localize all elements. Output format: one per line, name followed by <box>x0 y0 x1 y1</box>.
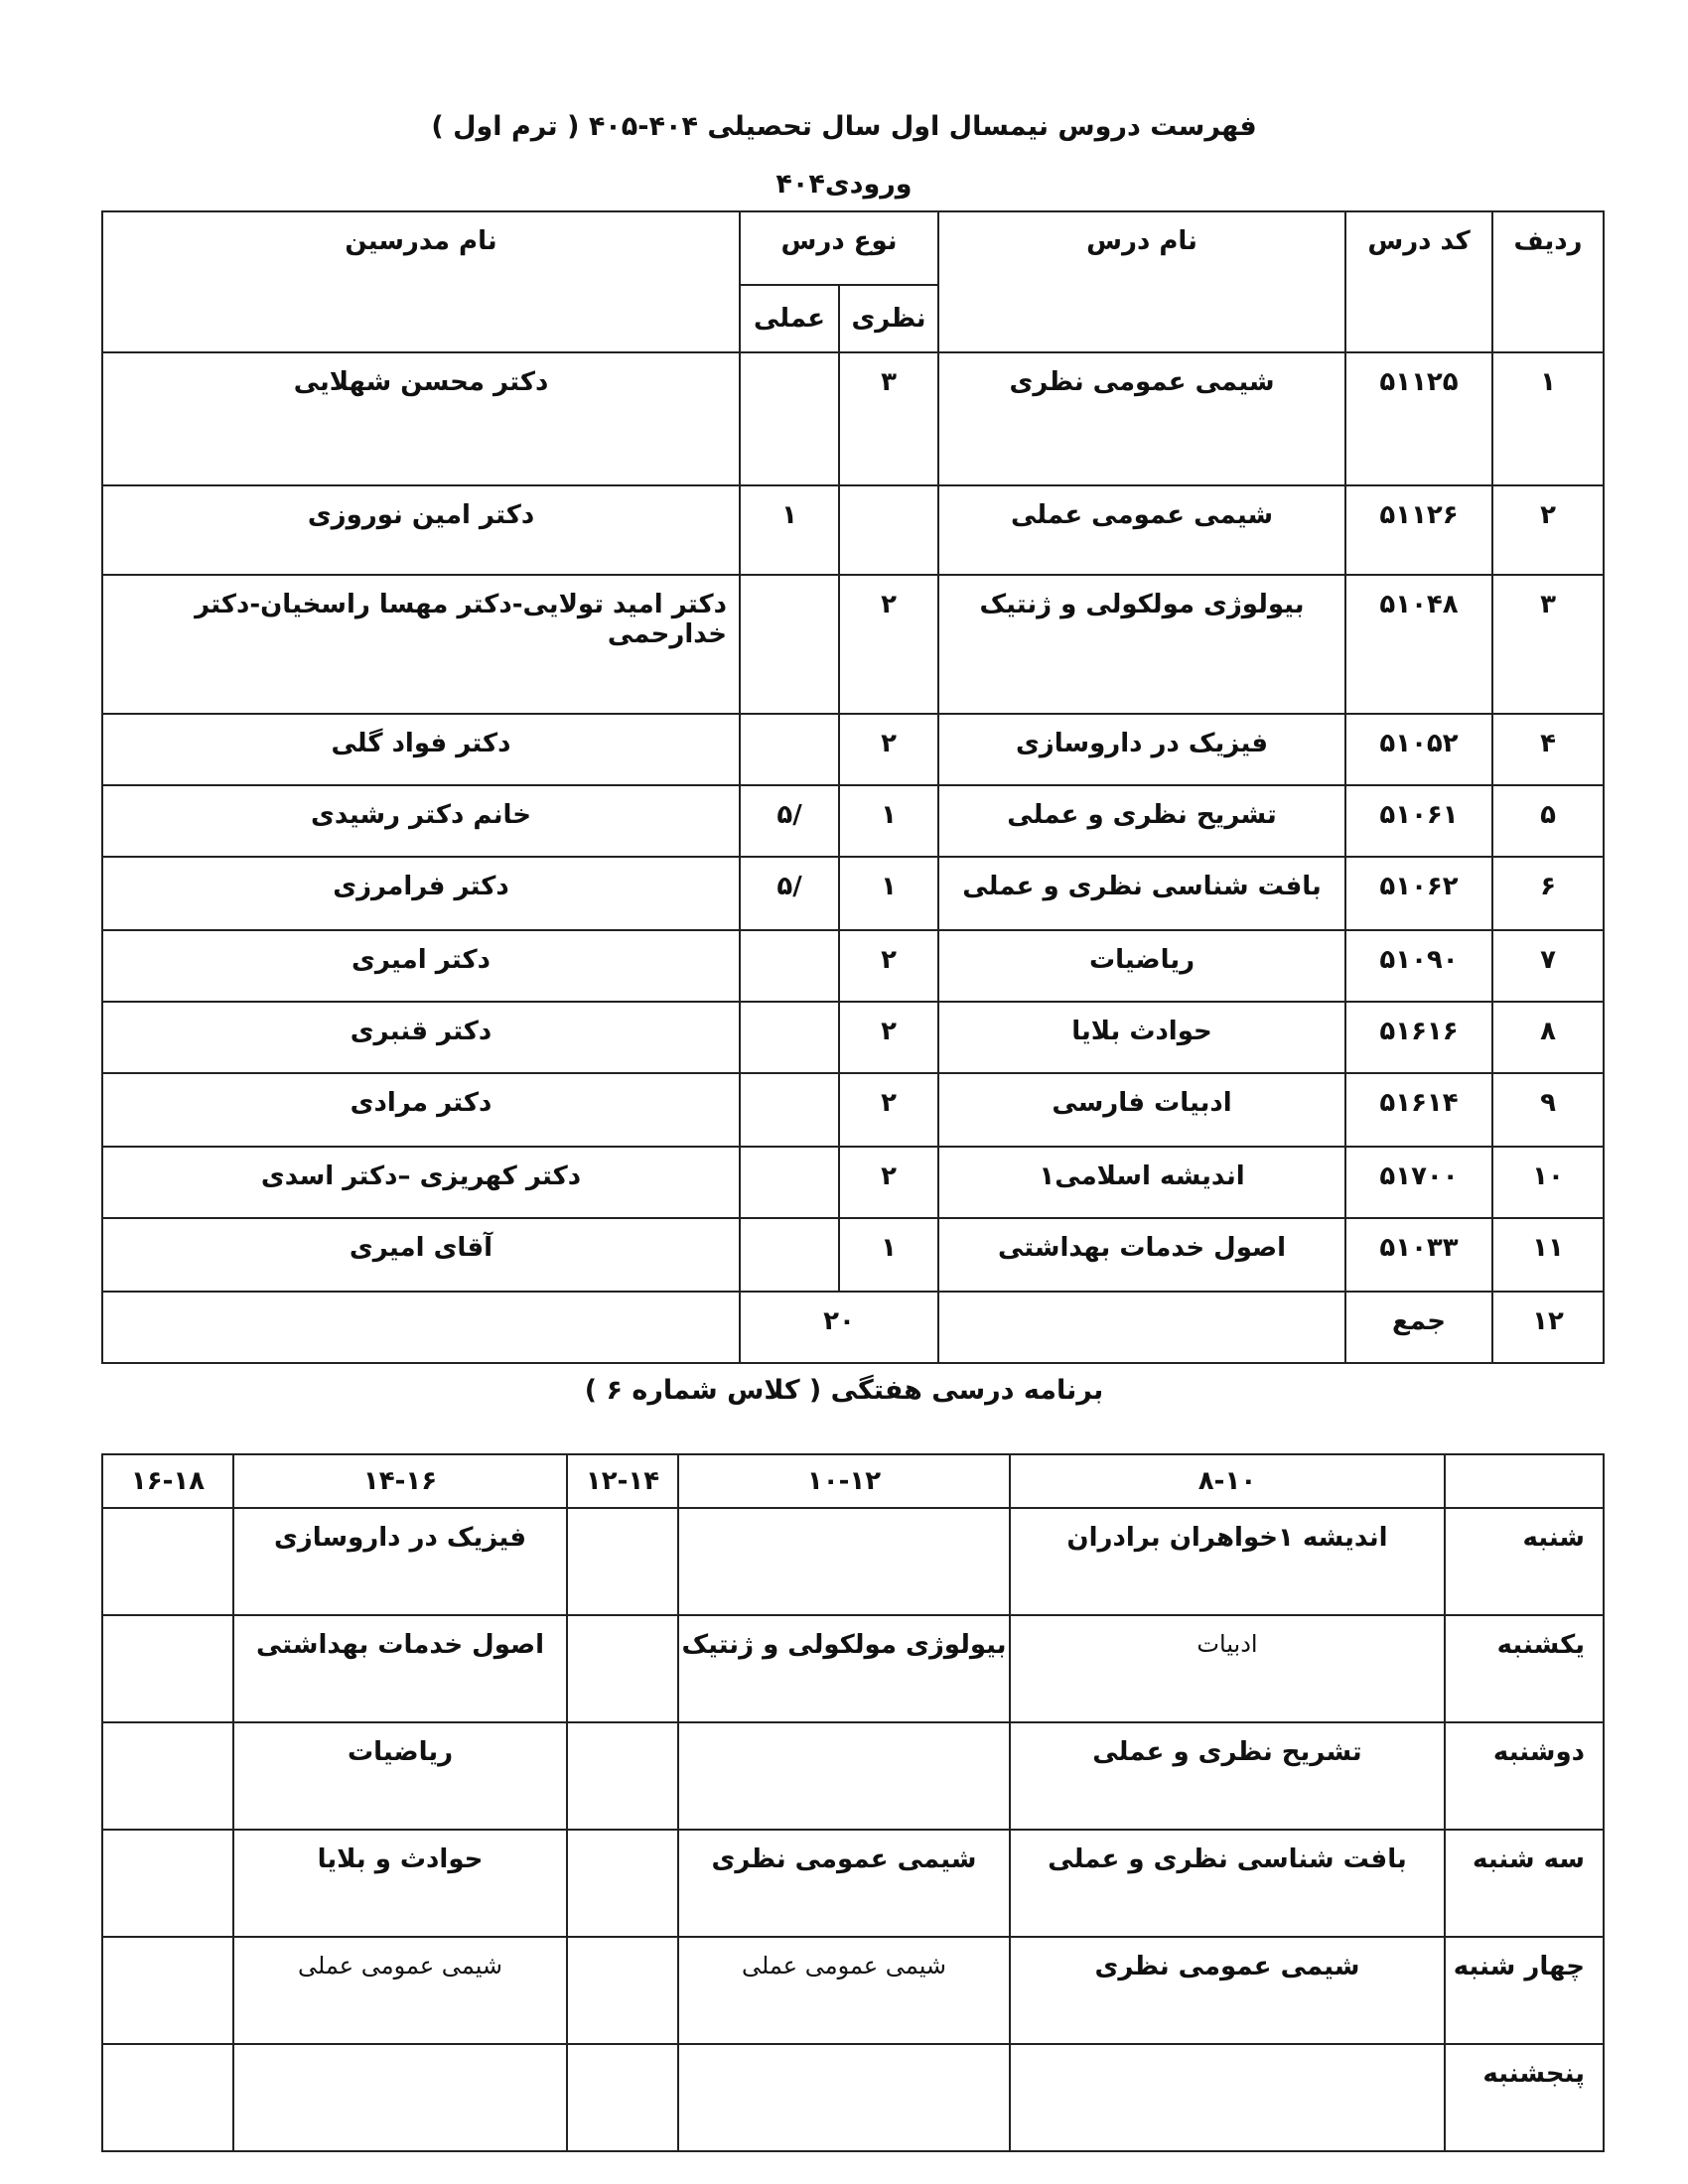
course-code-cell: ۵۱۰۵۲ <box>1345 714 1492 785</box>
day-label: چهار شنبه <box>1445 1937 1604 2044</box>
schedule-corner <box>1445 1454 1604 1508</box>
theory-units-cell <box>839 485 938 575</box>
schedule-cell: شیمی عمومی عملی <box>678 1937 1010 2044</box>
practical-units-cell <box>740 1002 839 1073</box>
practical-units-cell <box>740 1147 839 1218</box>
course-row <box>102 857 1604 930</box>
schedule-row <box>102 1615 1604 1722</box>
practical-units-cell <box>740 930 839 1002</box>
schedule-cell <box>102 1830 233 1937</box>
header-course-code: کد درس <box>1345 211 1492 352</box>
practical-units-cell: /۵ <box>740 857 839 930</box>
total-row-number: ۱۲ <box>1492 1292 1604 1363</box>
theory-units-cell: ۱ <box>839 1218 938 1292</box>
header-course-name: نام درس <box>938 211 1345 352</box>
slot-header: ۱۰-۱۲ <box>678 1454 1010 1508</box>
document-title: فهرست دروس نیمسال اول سال تحصیلی ۴۰۴-۴۰۵ ( ترم اول ) <box>431 111 1257 142</box>
row-number-cell: ۱۰ <box>1492 1147 1604 1218</box>
teacher-cell: خانم دکتر رشیدی <box>102 785 740 857</box>
total-row <box>102 1292 1604 1363</box>
course-code-cell: ۵۱۷۰۰ <box>1345 1147 1492 1218</box>
schedule-row <box>102 1722 1604 1830</box>
row-number-cell: ۷ <box>1492 930 1604 1002</box>
schedule-cell <box>678 1722 1010 1830</box>
schedule-cell: شیمی عمومی نظری <box>678 1830 1010 1937</box>
row-number-cell: ۸ <box>1492 1002 1604 1073</box>
header-course-type: نوع درس <box>740 211 938 285</box>
practical-units-cell <box>740 352 839 485</box>
teacher-cell: دکتر فرامرزی <box>102 857 740 930</box>
total-teacher-empty <box>102 1292 740 1363</box>
practical-units-cell <box>740 1218 839 1292</box>
course-code-cell: ۵۱۱۲۵ <box>1345 352 1492 485</box>
course-row <box>102 1218 1604 1292</box>
theory-units-cell: ۲ <box>839 930 938 1002</box>
course-row <box>102 930 1604 1002</box>
schedule-cell: تشریح نظری و عملی <box>1010 1722 1445 1830</box>
row-number-cell: ۲ <box>1492 485 1604 575</box>
course-name-cell: شیمی عمومی نظری <box>938 352 1345 485</box>
course-code-cell: ۵۱۰۳۳ <box>1345 1218 1492 1292</box>
day-label: دوشنبه <box>1445 1722 1604 1830</box>
course-code-cell: ۵۱۰۹۰ <box>1345 930 1492 1002</box>
entry-year: ورودی۴۰۴ <box>775 169 913 200</box>
teacher-cell: دکتر فواد گلی <box>102 714 740 785</box>
course-row <box>102 352 1604 485</box>
schedule-row <box>102 2044 1604 2151</box>
schedule-cell <box>102 1508 233 1615</box>
row-number-cell: ۶ <box>1492 857 1604 930</box>
theory-units-cell: ۲ <box>839 1002 938 1073</box>
teacher-cell: دکتر امیری <box>102 930 740 1002</box>
theory-units-cell: ۳ <box>839 352 938 485</box>
practical-units-cell <box>740 1073 839 1147</box>
course-code-cell: ۵۱۱۲۶ <box>1345 485 1492 575</box>
course-name-cell: بیولوژی مولکولی و ژنتیک <box>938 575 1345 714</box>
schedule-cell: ادبیات <box>1010 1615 1445 1722</box>
schedule-cell: شیمی عمومی نظری <box>1010 1937 1445 2044</box>
schedule-cell <box>567 2044 678 2151</box>
schedule-cell <box>567 1508 678 1615</box>
schedule-cell <box>102 1615 233 1722</box>
theory-units-cell: ۱ <box>839 785 938 857</box>
schedule-cell: فیزیک در داروسازی <box>233 1508 567 1615</box>
theory-units-cell: ۲ <box>839 714 938 785</box>
course-code-cell: ۵۱۰۴۸ <box>1345 575 1492 714</box>
schedule-cell <box>678 1508 1010 1615</box>
schedule-cell <box>102 1722 233 1830</box>
course-code-cell: ۵۱۰۶۱ <box>1345 785 1492 857</box>
teacher-cell: دکتر محسن شهلایی <box>102 352 740 485</box>
schedule-cell <box>1010 2044 1445 2151</box>
schedule-row <box>102 1830 1604 1937</box>
slot-header: ۸-۱۰ <box>1010 1454 1445 1508</box>
schedule-cell <box>233 2044 567 2151</box>
day-label: سه شنبه <box>1445 1830 1604 1937</box>
teacher-cell: دکتر قنبری <box>102 1002 740 1073</box>
course-row <box>102 785 1604 857</box>
schedule-cell: شیمی عمومی عملی <box>233 1937 567 2044</box>
course-name-cell: حوادث بلایا <box>938 1002 1345 1073</box>
theory-units-cell: ۲ <box>839 1073 938 1147</box>
schedule-cell: ریاضیات <box>233 1722 567 1830</box>
course-code-cell: ۵۱۰۶۲ <box>1345 857 1492 930</box>
weekly-schedule-table <box>101 1453 1605 2152</box>
course-name-cell: ادبیات فارسی <box>938 1073 1345 1147</box>
slot-header: ۱۲-۱۴ <box>567 1454 678 1508</box>
course-code-cell: ۵۱۶۱۶ <box>1345 1002 1492 1073</box>
course-name-cell: اصول خدمات بهداشتی <box>938 1218 1345 1292</box>
day-label: یکشنبه <box>1445 1615 1604 1722</box>
schedule-cell <box>678 2044 1010 2151</box>
schedule-cell: بیولوژی مولکولی و ژنتیک <box>678 1615 1010 1722</box>
practical-units-cell: ۱ <box>740 485 839 575</box>
schedule-cell <box>567 1937 678 2044</box>
teacher-cell: دکتر کهریزی –دکتر اسدی <box>102 1147 740 1218</box>
total-label: جمع <box>1345 1292 1492 1363</box>
schedule-cell: بافت شناسی نظری و عملی <box>1010 1830 1445 1937</box>
course-row <box>102 1073 1604 1147</box>
schedule-cell <box>567 1830 678 1937</box>
course-code-cell: ۵۱۶۱۴ <box>1345 1073 1492 1147</box>
schedule-cell: اصول خدمات بهداشتی <box>233 1615 567 1722</box>
teacher-cell: آقای امیری <box>102 1218 740 1292</box>
row-number-cell: ۵ <box>1492 785 1604 857</box>
schedule-row <box>102 1508 1604 1615</box>
schedule-cell <box>567 1722 678 1830</box>
schedule-row <box>102 1937 1604 2044</box>
schedule-cell: حوادث و بلایا <box>233 1830 567 1937</box>
teacher-cell: دکتر امید تولایی-دکتر مهسا راسخیان-دکتر خدارحمی <box>102 575 740 714</box>
teacher-cell: دکتر مرادی <box>102 1073 740 1147</box>
course-name-cell: تشریح نظری و عملی <box>938 785 1345 857</box>
row-number-cell: ۱ <box>1492 352 1604 485</box>
course-row <box>102 1002 1604 1073</box>
total-empty <box>938 1292 1345 1363</box>
course-name-cell: ریاضیات <box>938 930 1345 1002</box>
course-name-cell: فیزیک در داروسازی <box>938 714 1345 785</box>
theory-units-cell: ۲ <box>839 575 938 714</box>
theory-units-cell: ۲ <box>839 1147 938 1218</box>
header-row-number: ردیف <box>1492 211 1604 352</box>
row-number-cell: ۹ <box>1492 1073 1604 1147</box>
header-practical: عملی <box>740 285 839 352</box>
course-name-cell: بافت شناسی نظری و عملی <box>938 857 1345 930</box>
practical-units-cell: /۵ <box>740 785 839 857</box>
course-row <box>102 575 1604 714</box>
row-number-cell: ۴ <box>1492 714 1604 785</box>
day-label: شنبه <box>1445 1508 1604 1615</box>
slot-header: ۱۶-۱۸ <box>102 1454 233 1508</box>
slot-header: ۱۴-۱۶ <box>233 1454 567 1508</box>
total-units: ۲۰ <box>740 1292 938 1363</box>
course-name-cell: شیمی عمومی عملی <box>938 485 1345 575</box>
course-name-cell: اندیشه اسلامی۱ <box>938 1147 1345 1218</box>
schedule-cell: اندیشه ۱خواهران برادران <box>1010 1508 1445 1615</box>
course-row <box>102 1147 1604 1218</box>
course-table <box>101 210 1605 1364</box>
header-theory: نظری <box>839 285 938 352</box>
schedule-cell <box>567 1615 678 1722</box>
schedule-title: برنامه درسی هفتگی ( کلاس شماره ۶ ) <box>584 1375 1104 1406</box>
day-label: پنجشنبه <box>1445 2044 1604 2151</box>
course-row <box>102 485 1604 575</box>
practical-units-cell <box>740 714 839 785</box>
schedule-cell <box>102 2044 233 2151</box>
schedule-cell <box>102 1937 233 2044</box>
course-row <box>102 714 1604 785</box>
teacher-cell: دکتر امین نوروزی <box>102 485 740 575</box>
practical-units-cell <box>740 575 839 714</box>
header-teachers: نام مدرسین <box>102 211 740 352</box>
row-number-cell: ۱۱ <box>1492 1218 1604 1292</box>
theory-units-cell: ۱ <box>839 857 938 930</box>
row-number-cell: ۳ <box>1492 575 1604 714</box>
